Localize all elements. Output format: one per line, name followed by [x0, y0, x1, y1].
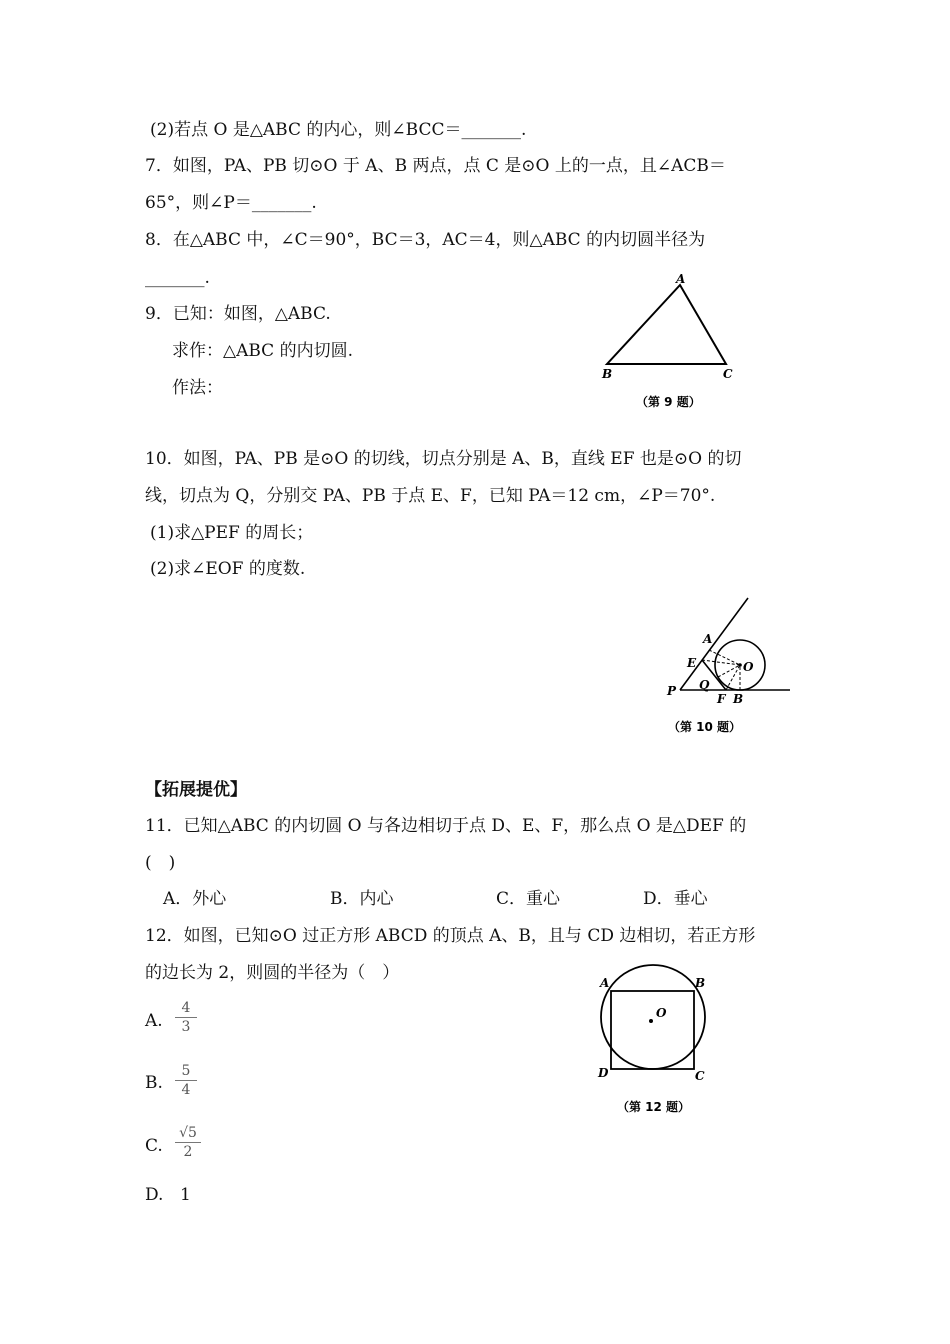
q10-part2: (2)求∠EOF 的度数. [150, 559, 306, 579]
q12-option-a-den: 3 [181, 1019, 191, 1035]
q11-option-b: B．内心 [330, 889, 394, 909]
q12-label-o: O [656, 1006, 667, 1020]
q9-triangle [607, 285, 726, 364]
q12-option-b-den: 4 [181, 1082, 191, 1098]
q12-option-c-fraction [175, 1125, 201, 1160]
q9-caption: （第 9 题） [636, 395, 701, 409]
q12-option-b-num: 5 [181, 1063, 191, 1079]
q8-line2: _______. [145, 268, 210, 288]
q10-label-p: P [667, 684, 677, 698]
q11-option-a: A．外心 [163, 889, 227, 909]
q12-label-b: B [695, 976, 706, 990]
q12-option-c-num: √5 [179, 1125, 197, 1141]
q11-option-d: D．垂心 [643, 889, 708, 909]
q10-label-f: F [717, 692, 726, 706]
q10-part1: (1)求△PEF 的周长； [150, 523, 314, 543]
q9-label-b: B [602, 367, 613, 381]
q10-line1: 10．如图，PA、PB 是⊙O 的切线，切点分别是 A、B，直线 EF 也是⊙O 的切 [145, 449, 742, 469]
q9-line2: 求作：△ABC 的内切圆. [172, 341, 353, 361]
q12-option-b-fraction [175, 1063, 197, 1098]
q7-line1: 7．如图，PA、PB 切⊙O 于 A、B 两点，点 C 是⊙O 上的一点，且∠ACB＝ [145, 156, 726, 176]
q10-label-e: E [687, 656, 697, 670]
q12-figure [590, 965, 730, 1120]
q11-line1: 11．已知△ABC 的内切圆 O 与各边相切于点 D、E、F，那么点 O 是△DEF 的 [145, 816, 747, 836]
q11-option-c: C．重心 [496, 889, 561, 909]
q7-line2: 65°，则∠P＝_______. [145, 193, 317, 213]
q10-label-b: B [733, 692, 744, 706]
q10-line2: 线，切点为 Q，分别交 PA、PB 于点 E、F，已知 PA＝12 cm，∠P＝70°. [145, 486, 716, 506]
q12-option-d-label: D. [145, 1185, 164, 1205]
q10-label-q: Q [699, 678, 710, 692]
q12-line2: 的边长为 2，则圆的半径为（ ） [145, 963, 400, 983]
q9-label-a: A [676, 272, 686, 286]
q12-line1: 12．如图，已知⊙O 过正方形 ABCD 的顶点 A、B，且与 CD 边相切，若正方形 [145, 926, 756, 946]
q11-line2: ( ) [145, 853, 176, 873]
q12-option-c-den: 2 [183, 1144, 193, 1160]
section-title: 【拓展提优】 [145, 780, 247, 800]
q12-caption: （第 12 题） [617, 1100, 691, 1114]
q9-label-c: C [723, 367, 733, 381]
q12-option-a-num: 4 [181, 1000, 191, 1016]
q10-caption: （第 10 题） [668, 720, 742, 734]
q10-figure [660, 595, 800, 740]
q12-label-c: C [695, 1069, 705, 1083]
q9-figure [596, 270, 756, 415]
q12-label-d: D [598, 1066, 609, 1080]
q10-label-o: O [743, 660, 754, 674]
q12-label-a: A [600, 976, 610, 990]
q10-label-a: A [703, 632, 713, 646]
q12-option-a-label: A. [145, 1011, 163, 1031]
q9-line1: 9．已知：如图，△ABC. [145, 304, 331, 324]
q6-part2: (2)若点 O 是△ABC 的内心，则∠BCC＝_______. [150, 120, 527, 140]
q12-option-d-value: 1 [180, 1185, 191, 1205]
q12-option-a-fraction [175, 1000, 197, 1035]
q8-line1: 8．在△ABC 中，∠C＝90°，BC＝3，AC＝4，则△ABC 的内切圆半径为 [145, 230, 706, 250]
q12-option-c-label: C. [145, 1136, 163, 1156]
q12-option-b-label: B. [145, 1073, 163, 1093]
q9-line3: 作法： [172, 378, 223, 398]
